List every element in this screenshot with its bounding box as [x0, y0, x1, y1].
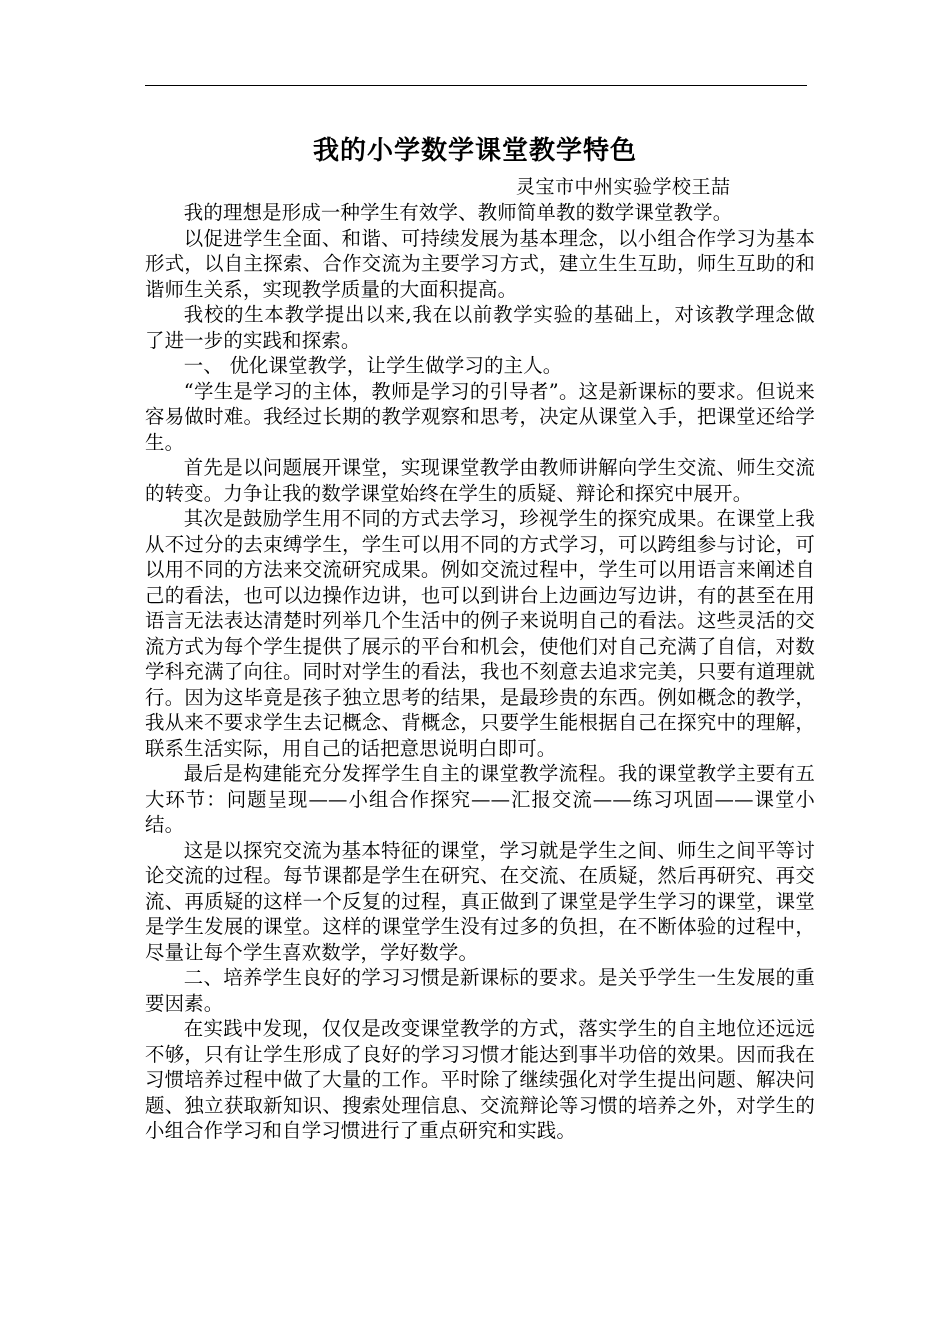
- document-title: 我的小学数学课堂教学特色: [312, 136, 637, 166]
- paragraph: 在实践中发现，仅仅是改变课堂教学的方式，落实学生的自主地位还远远不够，只有让学生形成了良好的学习习惯才能达到事半功倍的效果。因而我在习惯培养过程中做了大量的工作。平时除了继续强化对学生提出问题、解决问题、独立获取新知识、搜索处理信息、交流辩论等习惯的培养之外，对学生的小组合作学习和自学习惯进行了重点研究和实践。: [145, 1017, 815, 1142]
- section-heading: 二、培养学生良好的学习习惯是新课标的要求。是关乎学生一生发展的重要因素。: [145, 966, 815, 1015]
- paragraph: 首先是以问题展开课堂，实现课堂教学由教师讲解向学生交流、师生交流的转变。力争让我的数学课堂始终在学生的质疑、辩论和探究中展开。: [145, 456, 815, 505]
- paragraph: 这是以探究交流为基本特征的课堂，学习就是学生之间、师生之间平等讨论交流的过程。每节课都是学生在研究、在交流、在质疑，然后再研究、再交流、再质疑的这样一个反复的过程，真正做到了课堂是学生学习的课堂，课堂是学生发展的课堂。这样的课堂学生没有过多的负担，在不断体验的过程中，尽量让每个学生喜欢数学，学好数学。: [145, 838, 815, 964]
- section-heading: 一、 优化课堂教学，让学生做学习的主人。: [183, 354, 563, 377]
- header-rule: [145, 85, 807, 86]
- paragraph: 最后是构建能充分发挥学生自主的课堂教学流程。我的课堂教学主要有五大环节：问题呈现——小组合作探究——汇报交流——练习巩固——课堂小结。: [145, 762, 815, 836]
- paragraph: 以促进学生全面、和谐、可持续发展为基本理念，以小组合作学习为基本形式，以自主探索、合作交流为主要学习方式，建立生生互助，师生互助的和谐师生关系，实现教学质量的大面积提高。: [145, 226, 815, 301]
- document-body: [145, 200, 815, 1144]
- paragraph: 其次是鼓励学生用不同的方式去学习，珍视学生的探究成果。在课堂上我从不过分的去束缚学生，学生可以用不同的方式学习，可以跨组参与讨论，可以用不同的方法来交流研究成果。例如交流过程中，学生可以用语言来阐述自己的看法，也可以边操作边讲，也可以到讲台上边画边写边讲，有的甚至在用语言无法表达清楚时列举几个生活中的例子来说明自己的看法。这些灵活的交流方式为每个学生提供了展示的平台和机会，使他们对自己充满了自信，对数学科充满了向往。同时对学生的看法，我也不刻意去追求完美，只要有道理就行。因为这毕竟是孩子独立思考的结果，是最珍贵的东西。例如概念的教学，我从来不要求学生去记概念、背概念，只要学生能根据自己在探究中的理解，联系生活实际，用自己的话把意思说明白即可。: [145, 507, 815, 760]
- author-line: 灵宝市中州实验学校王喆: [516, 176, 731, 198]
- paragraph: 我的理想是形成一种学生有效学、教师简单教的数学课堂教学。: [183, 201, 733, 224]
- paragraph: 我校的生本教学提出以来,我在以前教学实验的基础上，对该教学理念做了进一步的实践和探索。: [145, 303, 815, 352]
- paragraph: “学生是学习的主体，教师是学习的引导者”。这是新课标的要求。但说来容易做时难。我经过长期的教学观察和思考，决定从课堂入手，把课堂还给学生。: [145, 379, 815, 454]
